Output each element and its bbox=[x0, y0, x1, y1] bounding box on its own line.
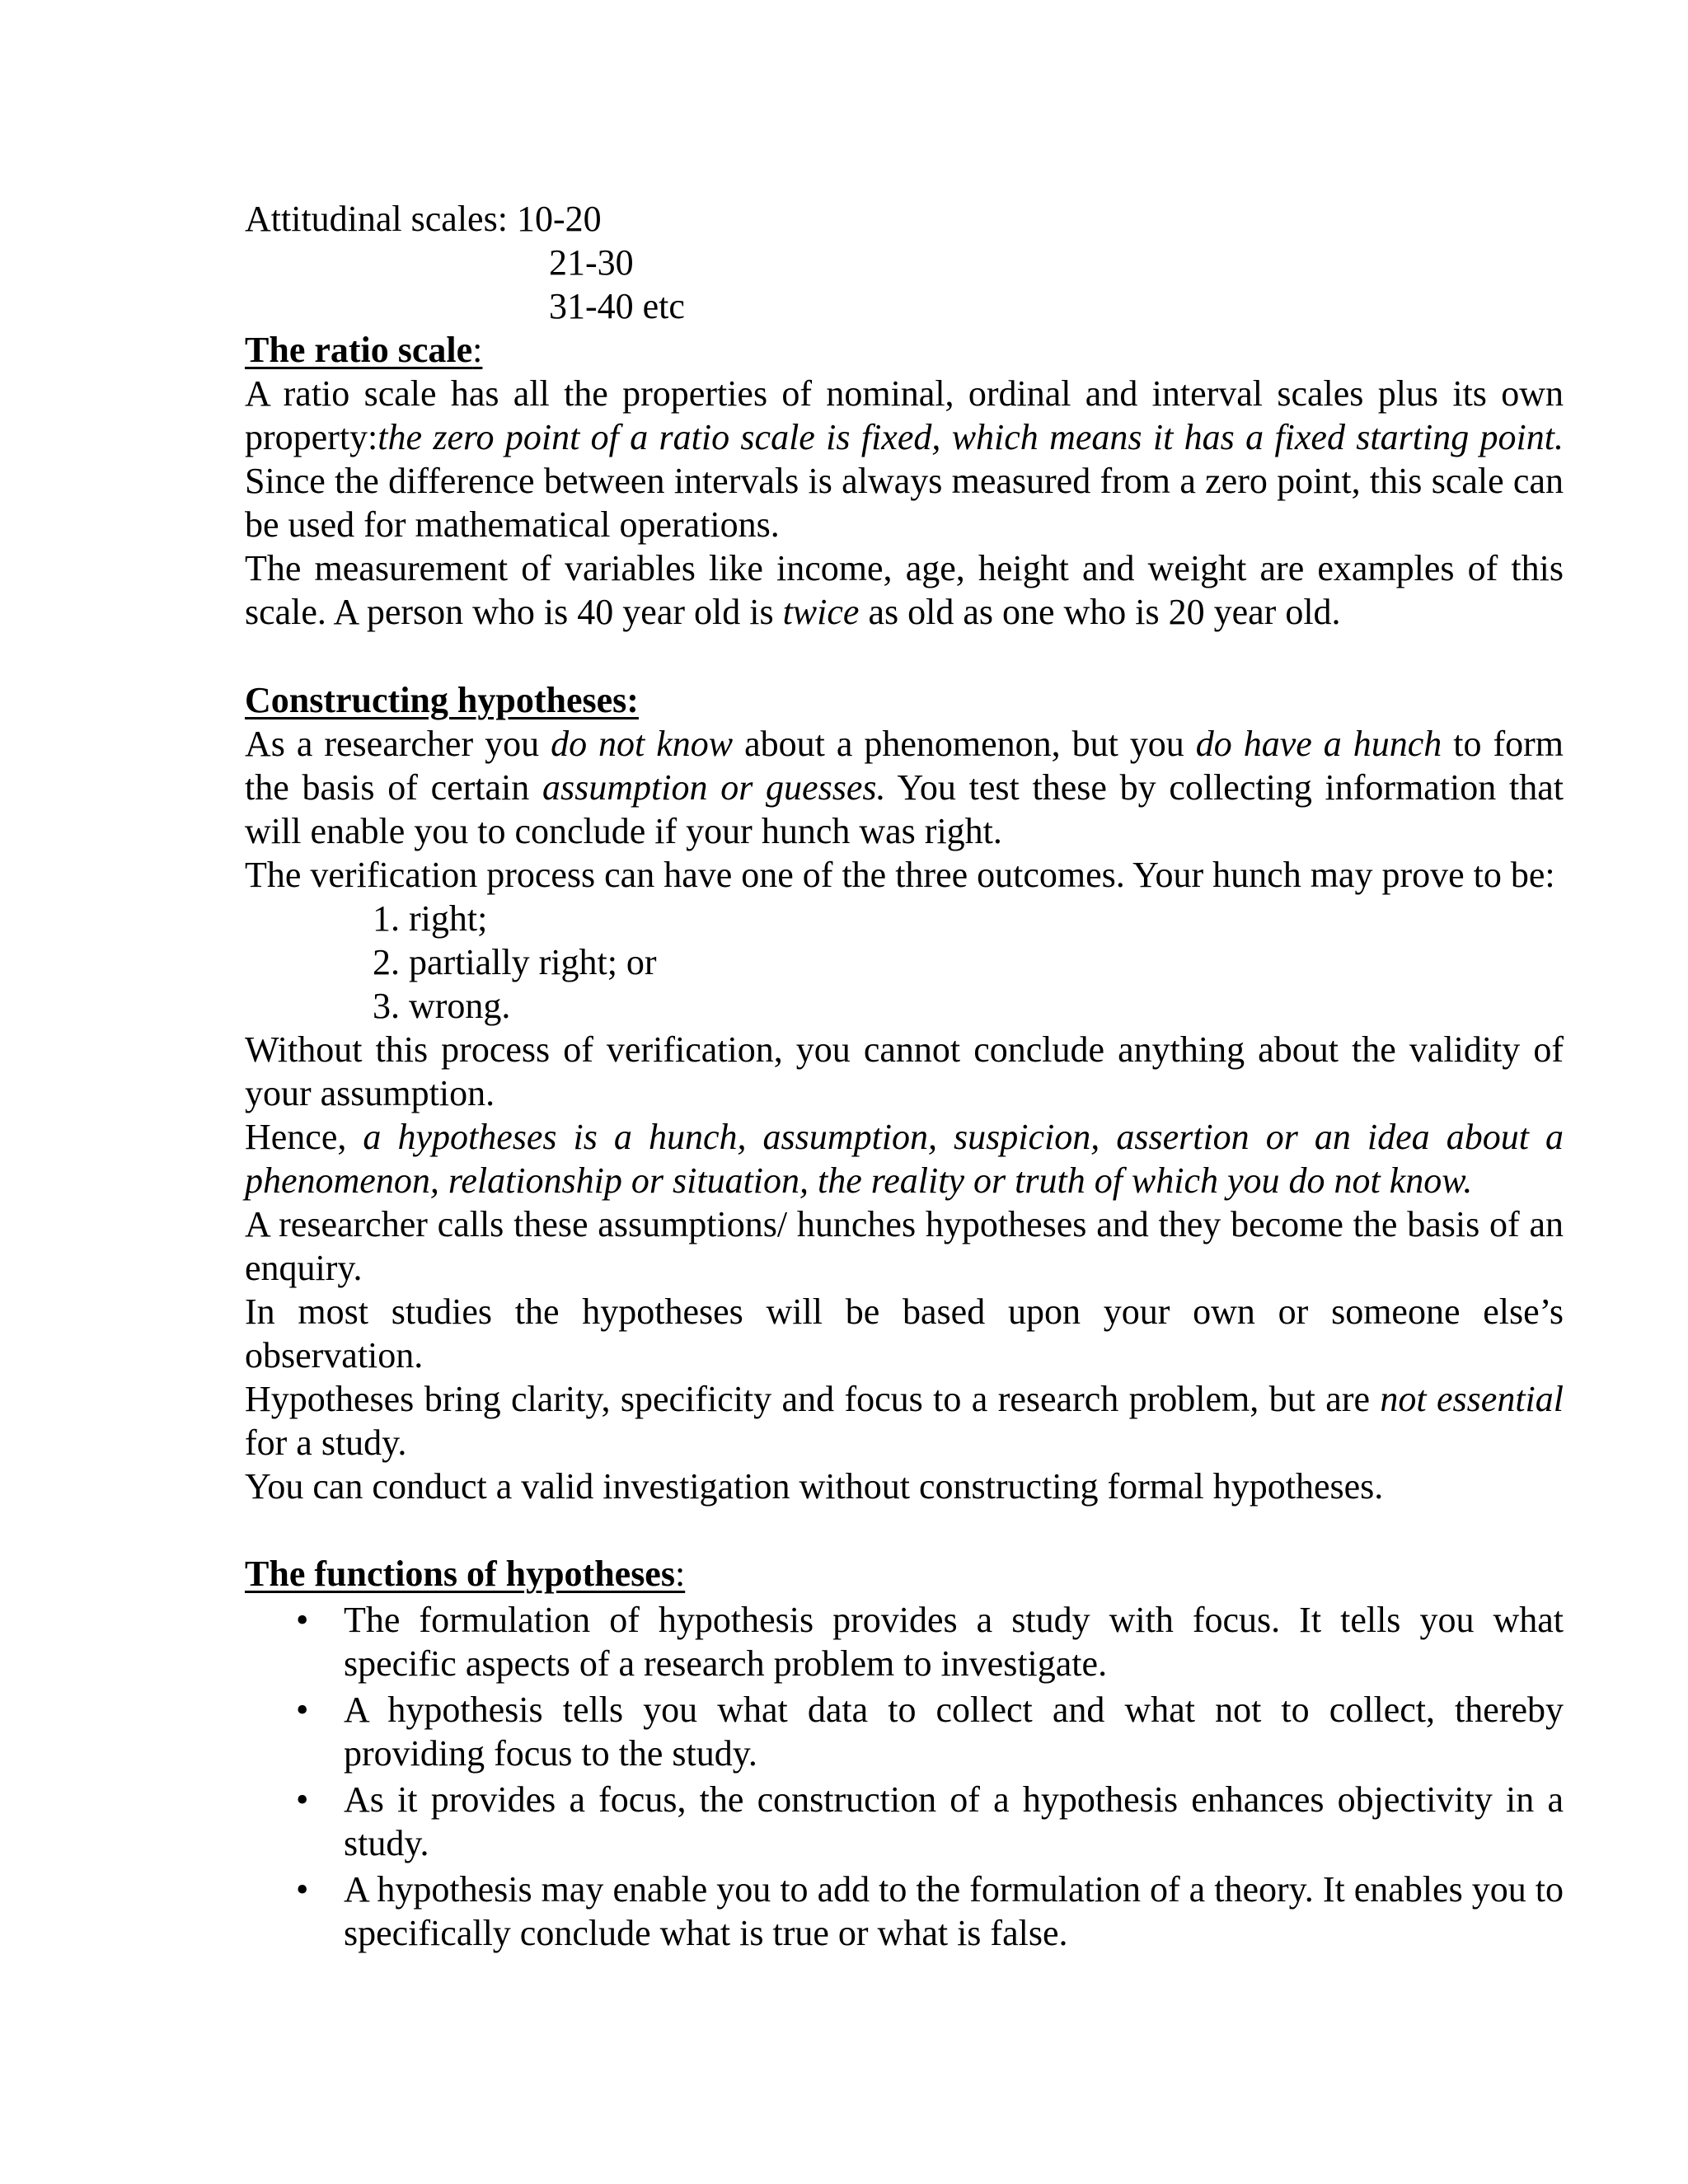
list-item bbox=[296, 1868, 1564, 1955]
outcome-item: 1. right; bbox=[373, 898, 488, 939]
constructing-p1-e: to form the basis of certain bbox=[245, 724, 1564, 808]
constructing-paragraph-4 bbox=[245, 1115, 1564, 1202]
outcome-item: 3. wrong. bbox=[373, 986, 511, 1026]
constructing-p1-b: do not know bbox=[551, 724, 734, 764]
attitudinal-label-line bbox=[245, 197, 602, 241]
bullet-icon: • bbox=[296, 1869, 309, 1910]
constructing-paragraph-2: The verification process can have one of the three outcomes. Your hunch may prove to be: bbox=[245, 855, 1555, 895]
bullet-icon: • bbox=[296, 1690, 309, 1730]
constructing-paragraph-7 bbox=[245, 1377, 1564, 1465]
constructing-paragraph-8: You can conduct a valid investigation without constructing formal hypotheses. bbox=[245, 1466, 1384, 1507]
functions-heading-line bbox=[245, 1552, 1564, 1596]
constructing-paragraph-5: A researcher calls these assumptions/ hunches hypotheses and they become the basis of an enquiry. bbox=[245, 1204, 1564, 1288]
bullet-icon: • bbox=[296, 1779, 309, 1820]
constructing-p4-italic: a hypotheses is a hunch, assumption, suspicion, assertion or an idea about a phenomenon, relationship or situation, the reality or truth of which you do not know. bbox=[245, 1117, 1564, 1201]
ratio-scale-heading-line bbox=[245, 328, 1564, 372]
constructing-paragraph-6: In most studies the hypotheses will be based upon your own or someone else’s observation. bbox=[245, 1291, 1564, 1376]
constructing-heading: Constructing hypotheses: bbox=[245, 680, 639, 720]
ratio-p1-text-end: Since the difference between intervals is always measured from a zero point, this scale can be used for mathematical operations. bbox=[245, 461, 1564, 545]
ratio-p1-italic: the zero point of a ratio scale is fixed, which means it has a fixed starting point. bbox=[377, 417, 1564, 457]
constructing-paragraph-1 bbox=[245, 722, 1564, 853]
constructing-p1-f: assumption or guesses. bbox=[542, 767, 886, 808]
constructing-p1-d: do have a hunch bbox=[1195, 724, 1442, 764]
ratio-p1-text: A ratio scale has all the properties of nominal, ordinal and interval scales plus its own property: bbox=[245, 373, 1564, 457]
constructing-paragraph-3: Without this process of verification, you cannot conclude anything about the validity of your assumption. bbox=[245, 1029, 1564, 1113]
list-item bbox=[296, 1598, 1564, 1685]
attitudinal-range-3: 31-40 etc bbox=[549, 286, 685, 326]
list-item-text: The formulation of hypothesis provides a study with focus. It tells you what specific aspects of a research problem to investigate. bbox=[344, 1600, 1564, 1684]
bullet-icon: • bbox=[296, 1600, 309, 1640]
list-item bbox=[296, 1778, 1564, 1865]
list-item bbox=[296, 1688, 1564, 1775]
constructing-p1-c: about a phenomenon, but you bbox=[733, 724, 1196, 764]
list-item-text: As it provides a focus, the construction of a hypothesis enhances objectivity in a study. bbox=[344, 1779, 1564, 1863]
ratio-p2-italic: twice bbox=[782, 592, 860, 632]
constructing-p1-g: You test these by collecting information that will enable you to conclude if your hunch was right. bbox=[245, 767, 1564, 851]
attitudinal-range-1: 10-20 bbox=[516, 199, 602, 239]
ratio-p2-text-end: as old as one who is 20 year old. bbox=[859, 592, 1341, 632]
constructing-p4-a: Hence, bbox=[245, 1117, 363, 1157]
constructing-p1-a: As a researcher you bbox=[245, 724, 551, 764]
list-item-text: A hypothesis tells you what data to collect and what not to collect, thereby providing focus to the study. bbox=[344, 1690, 1564, 1774]
constructing-p7-a: Hypotheses bring clarity, specificity and focus to a research problem, but are bbox=[245, 1379, 1381, 1419]
functions-heading-colon: : bbox=[674, 1554, 686, 1594]
ratio-scale-heading: The ratio scale bbox=[245, 330, 473, 370]
attitudinal-label: Attitudinal scales: bbox=[245, 199, 508, 239]
ratio-scale-paragraph-1 bbox=[245, 372, 1564, 546]
outcome-item: 2. partially right; or bbox=[373, 942, 657, 982]
constructing-heading-line bbox=[245, 678, 1564, 722]
ratio-scale-heading-colon: : bbox=[472, 330, 483, 370]
functions-heading: The functions of hypotheses bbox=[245, 1554, 675, 1594]
ratio-scale-paragraph-2 bbox=[245, 546, 1564, 634]
attitudinal-range-2: 21-30 bbox=[549, 242, 634, 283]
constructing-p7-italic: not essential bbox=[1380, 1379, 1564, 1419]
ratio-p2-text: The measurement of variables like income, age, height and weight are examples of this scale. A person who is 40 year old is bbox=[245, 548, 1564, 632]
list-item-text: A hypothesis may enable you to add to the formulation of a theory. It enables you to specifically conclude what is true or what is false. bbox=[344, 1869, 1564, 1953]
constructing-p7-c: for a study. bbox=[245, 1422, 407, 1463]
